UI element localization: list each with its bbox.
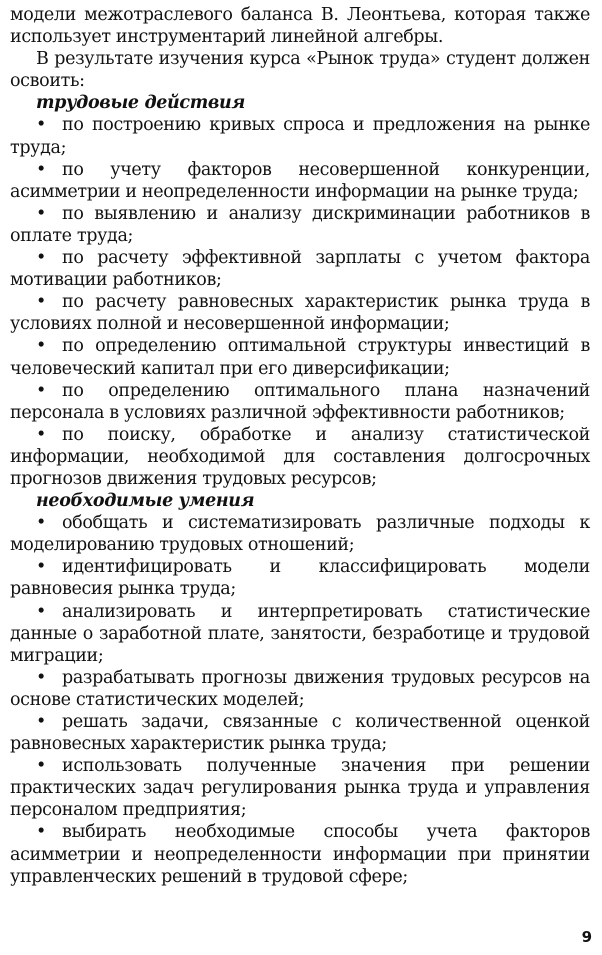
list-item-text: обобщать и систематизировать различные подходы к моделированию трудовых отношений; bbox=[10, 513, 590, 556]
list-item bbox=[10, 247, 590, 291]
list-item bbox=[10, 291, 590, 335]
list-item-text: по определению оптимального плана назначений персонала в условиях различной эффективности работников; bbox=[10, 380, 590, 423]
list-item-text: по расчету равновесных характеристик рынка труда в условиях полной и несовершенной информации; bbox=[10, 292, 590, 335]
list-item bbox=[10, 114, 590, 158]
bullet-icon: • bbox=[36, 601, 46, 622]
bullet-icon: • bbox=[36, 667, 46, 688]
bullet-icon: • bbox=[36, 712, 46, 732]
bullet-icon: • bbox=[36, 557, 46, 578]
list-item bbox=[10, 755, 590, 821]
list-item bbox=[10, 512, 590, 556]
page-number: 9 bbox=[581, 928, 592, 946]
list-item-text: идентифицировать и классифицировать модели равновесия рынка труда; bbox=[10, 557, 590, 600]
list-item-text: решать задачи, связанные с количественной оценкой равновесных характеристик рынка труда; bbox=[10, 712, 590, 755]
list-item bbox=[10, 821, 590, 887]
bullet-icon: • bbox=[36, 203, 46, 224]
list-item bbox=[10, 556, 590, 600]
bullet-icon: • bbox=[36, 513, 46, 534]
page-body bbox=[10, 4, 590, 888]
list-item-text: по определению оптимальной структуры инвестиций в человеческий капитал при его диверсификации; bbox=[10, 336, 590, 379]
list-item-text: использовать полученные значения при решении практических задач регулирования рынка труда и управления персоналом предприятия; bbox=[10, 756, 590, 821]
list-item bbox=[10, 159, 590, 203]
bullet-icon: • bbox=[36, 159, 46, 180]
bullet-icon: • bbox=[36, 424, 46, 445]
bullet-icon: • bbox=[36, 115, 46, 136]
bullet-icon: • bbox=[36, 248, 46, 269]
intro-paragraph: В результате изучения курса «Рынок труда» студент должен освоить: bbox=[10, 49, 590, 92]
list-item bbox=[10, 203, 590, 247]
section-heading-required-skills: необходимые умения bbox=[36, 491, 255, 512]
list-item bbox=[10, 711, 590, 755]
bullet-icon: • bbox=[36, 292, 46, 313]
bullet-icon: • bbox=[36, 822, 46, 843]
list-item-text: по выявлению и анализу дискриминации работников в оплате труда; bbox=[10, 203, 590, 246]
list-item-text: выбирать необходимые способы учета факторов асимметрии и неопределенности информации при принятии управленческих решений в трудовой сфере; bbox=[10, 822, 590, 887]
list-item bbox=[10, 424, 590, 490]
bullet-icon: • bbox=[36, 756, 46, 777]
bullet-icon: • bbox=[36, 336, 46, 357]
list-item-text: по расчету эффективной зарплаты с учетом фактора мотивации работников; bbox=[10, 248, 590, 291]
list-item bbox=[10, 380, 590, 424]
list-item-text: по поиску, обработке и анализу статистической информации, необходимой для составления долгосрочных прогнозов движения трудовых ресурсов; bbox=[10, 424, 590, 489]
list-item-text: разрабатывать прогнозы движения трудовых ресурсов на основе статистических моделей; bbox=[10, 667, 590, 710]
list-item-text: по учету факторов несовершенной конкуренции, асимметрии и неопределенности информации на рынке труда; bbox=[10, 159, 590, 202]
list-item bbox=[10, 667, 590, 711]
list-item-text: по построению кривых спроса и предложения на рынке труда; bbox=[10, 115, 590, 158]
section-heading-labor-actions: трудовые действия bbox=[36, 93, 245, 114]
list-item-text: анализировать и интерпретировать статистические данные о заработной плате, занятости, безработице и трудовой миграции; bbox=[10, 601, 590, 666]
list-item bbox=[10, 335, 590, 379]
intro-continuation: модели межотраслевого баланса В. Леонтьева, которая также использует инструментарий линейной алгебры. bbox=[10, 5, 590, 48]
bullet-icon: • bbox=[36, 380, 46, 401]
list-item bbox=[10, 601, 590, 667]
